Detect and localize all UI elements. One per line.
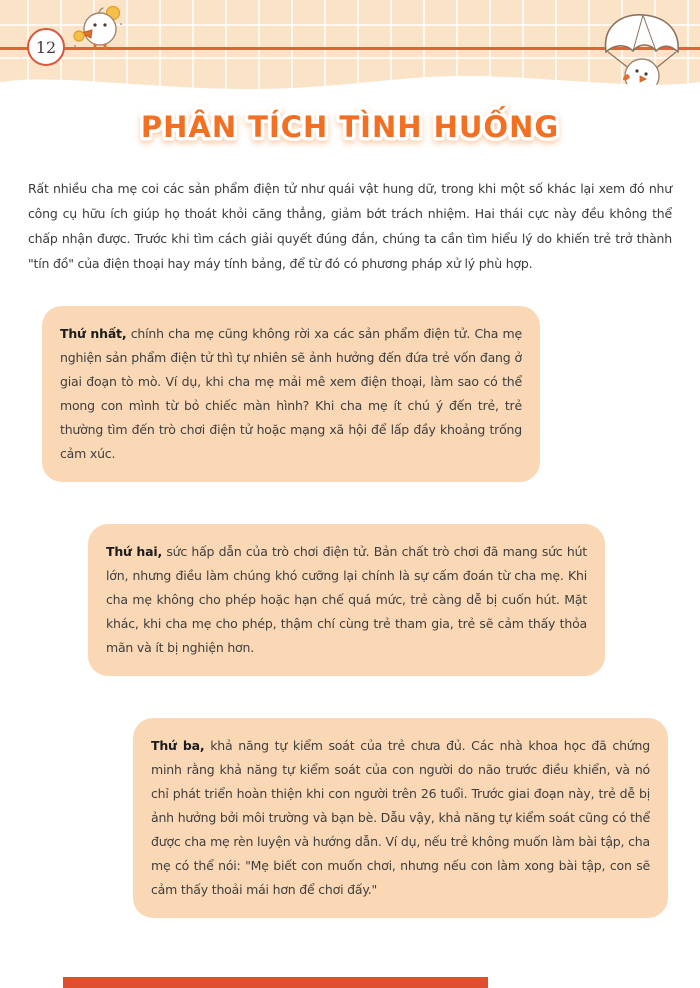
page-number: 12 (35, 37, 57, 57)
chick-party-horn-icon (66, 2, 130, 50)
page-title: PHÂN TÍCH TÌNH HUỐNG (140, 110, 560, 144)
page-number-badge (27, 28, 65, 66)
box3-lead: Thứ ba, (151, 738, 205, 753)
box3-text: khả năng tự kiểm soát của trẻ chưa đủ. Các nhà khoa học đã chứng minh rằng khả năng tự kiểm soát của con người do não trước điều khiển, và nó chỉ phát triển hoàn thiện khi con người trên 26 tuổi. Trước giai đoạn này, trẻ dễ bị ảnh hưởng bởi môi trường và bạn bè. Dẫu vậy, khả năng tự kiểm soát cũng có thể được cha mẹ rèn luyện và hướng dẫn. Ví dụ, nếu trẻ không muốn làm bài tập, cha mẹ có thể nói: "Mẹ biết con muốn chơi, nhưng nếu con làm xong bài tập, con sẽ cảm thấy thoải mái hơn để chơi đấy." (151, 738, 650, 897)
box2-lead: Thứ hai, (106, 544, 162, 559)
analysis-box-3 (133, 718, 668, 918)
analysis-box-2 (88, 524, 605, 676)
section-title-wrap (0, 102, 700, 150)
section-title-art (130, 102, 570, 150)
analysis-box-1 (42, 306, 540, 482)
intro-paragraph: Rất nhiều cha mẹ coi các sản phẩm điện tử như quái vật hung dữ, trong khi một số khác lại xem đó như công cụ hữu ích giúp họ thoát khỏi căng thẳng, giảm bớt trách nhiệm. Hai thái cực này đều không thể chấp nhận được. Trước khi tìm cách giải quyết đúng đắn, chúng ta cần tìm hiểu lý do khiến trẻ trở thành "tín đồ" của điện thoại hay máy tính bảng, để từ đó có phương pháp xử lý phù hợp. (28, 181, 672, 271)
box2-text: sức hấp dẫn của trò chơi điện tử. Bản chất trò chơi đã mang sức hút lớn, nhưng điều làm chúng khó cưỡng lại chính là sự cấm đoán từ cha mẹ. Khi cha mẹ không cho phép hoặc hạn chế quá mức, trẻ càng dễ bị cuốn hút. Mặt khác, khi cha mẹ cho phép, thậm chí cùng trẻ tham gia, trẻ sẽ cảm thấy thỏa mãn và ít bị nghiện hơn. (106, 544, 587, 655)
page-header (0, 0, 700, 96)
box1-lead: Thứ nhất, (60, 326, 127, 341)
footer-accent-bar (63, 977, 488, 988)
box1-text: chính cha mẹ cũng không rời xa các sản phẩm điện tử. Cha mẹ nghiện sản phẩm điện tử thì tự nhiên sẽ ảnh hưởng đến đứa trẻ vốn đang ở giai đoạn tò mò. Ví dụ, khi cha mẹ mải mê xem điện thoại, làm sao có thể mong con mình từ bỏ chiếc màn hình? Khi cha mẹ ít chú ý đến trẻ, trẻ thường tìm đến trò chơi điện tử hoặc mạng xã hội để lấp đầy khoảng trống cảm xúc. (60, 326, 522, 461)
header-wave-edge (0, 66, 700, 96)
